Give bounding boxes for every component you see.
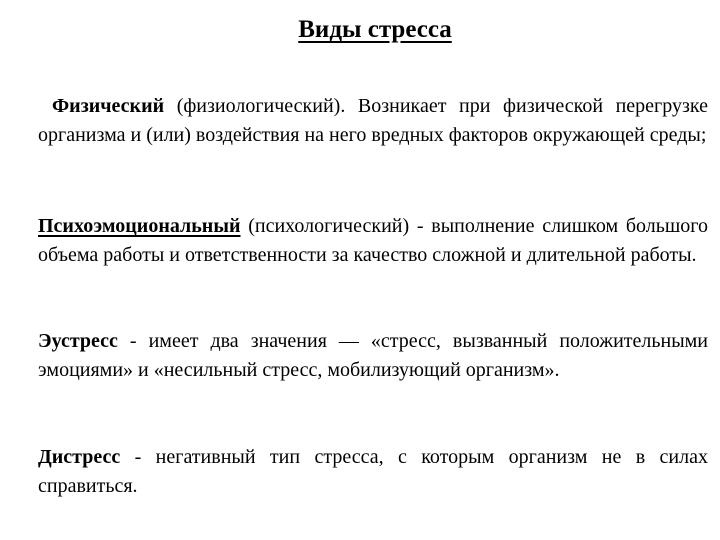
term-distress: Дистресс bbox=[38, 446, 121, 468]
stress-type-eustress bbox=[38, 327, 708, 385]
term-eustress: Эустресс bbox=[38, 330, 118, 352]
description-psychoemotional: (психологический) - выполнение слишком большого объема работы и ответственности за качество сложной и длительной работы. bbox=[38, 215, 708, 266]
stress-type-distress bbox=[38, 443, 708, 501]
term-physical: Физический bbox=[52, 95, 165, 117]
description-physical: (физиологический). Возникает при физической перегрузке организма и (или) воздействия на него вредных факторов окружающей среды; bbox=[38, 95, 708, 146]
stress-type-psychoemotional bbox=[38, 212, 708, 270]
description-eustress: - имеет два значения — «стресс, вызванный положительными эмоциями» и «несильный стресс, мобилизующий организм». bbox=[38, 330, 708, 381]
description-distress: - негативный тип стресса, с которым организм не в силах справиться. bbox=[38, 446, 708, 497]
slide-title: Виды стресса bbox=[298, 16, 452, 43]
term-psychoemotional: Психоэмоциональный bbox=[38, 215, 241, 237]
stress-type-physical bbox=[38, 92, 708, 150]
